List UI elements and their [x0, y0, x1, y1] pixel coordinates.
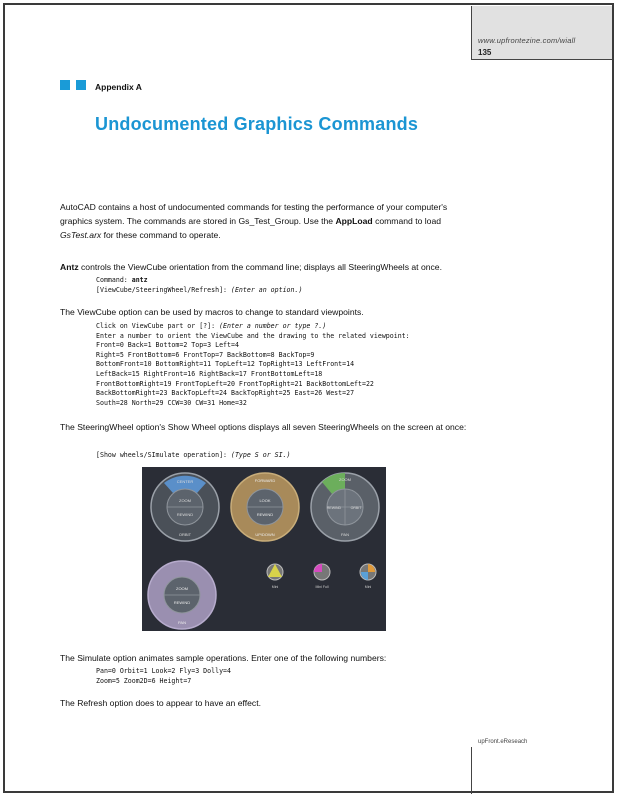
wheel1-low-label: REWIND [176, 512, 194, 517]
page-title: Undocumented Graphics Commands [95, 114, 419, 134]
appload-command: AppLoad [335, 216, 373, 226]
arx-filename: GsTest.arx [60, 230, 102, 240]
full-navigation-wheel-2 [231, 473, 299, 541]
steeringwheel-paragraph: The SteeringWheel option's Show Wheel options displays all seven SteeringWheels on the screen at once: [60, 422, 467, 432]
wheel1-bot-label: ORBIT [178, 532, 192, 537]
wheel4-bot-label: PAN [178, 620, 186, 625]
footer-text: upFront.eReseach [478, 739, 528, 745]
wheel1-mid-label: ZOOM [179, 498, 191, 503]
mini-wheel-3 [360, 564, 376, 589]
wheel4-mid-label: ZOOM [176, 586, 188, 591]
section-marker-square [76, 80, 86, 90]
header-box [471, 6, 612, 60]
mini-wheel-3-label: Mini [364, 585, 372, 589]
header-url: www.upfrontezine.com/wiall [478, 36, 576, 45]
antz-command-name: Antz [60, 262, 79, 272]
antz-paragraph: Antz controls the ViewCube orientation from the command line; displays all SteeringWheels at once. [60, 262, 442, 272]
mini-wheel-1 [267, 564, 283, 589]
wheel1-top-label: CENTER [176, 479, 194, 484]
steeringwheel-code: [Show wheels/SImulate operation]: (Type S or SI.) [96, 451, 291, 459]
full-navigation-wheel-4 [148, 561, 216, 629]
steeringwheels-illustration [142, 467, 386, 631]
full-navigation-wheel-1 [151, 473, 219, 541]
section-label: Appendix A [95, 82, 142, 92]
viewcube-code: Click on ViewCube part or [?]: (Enter a number or type ?.) Enter a number to orient the ViewCube and the drawing to the related viewpoint: Front=0 Back=1 Bottom=2 Top=3 Left=4 Right=5 FrontBottom=6 FrontTop=7 BackBottom=8 BackTop=9 BottomFront=10 BottomRight=11 TopLeft=12 TopRight=13 LeftFront=14 LeftBack=15 RightFront=16 RightBack=17 FrontBottomLeft=18 FrontBottomRight=19 FrontTopLeft=20 FrontTopRight=21 BackBottomLeft=22 BackBottomRight=23 BackTopLeft=24 BackTopRight=25 East=26 West=27 South=28 North=29 CCW=30 CW=31 Home=32 [96, 322, 410, 407]
steeringwheels-figure [142, 467, 386, 631]
antz-code: Command: antz [ViewCube/SteeringWheel/Refresh]: (Enter an option.) [96, 276, 303, 294]
simulate-paragraph: The Simulate option animates sample operations. Enter one of the following numbers: [60, 653, 387, 663]
wheel3-right-label: ORBIT [350, 506, 362, 510]
mini-wheel-2-label: Mini Full [315, 585, 329, 589]
page-number: 135 [478, 48, 492, 57]
section-marker-square [60, 80, 70, 90]
simulate-code: Pan=0 Orbit=1 Look=2 Fly=3 Dolly=4 Zoom=5 Zoom2D=6 Height=7 [96, 667, 231, 685]
footer-divider [471, 747, 472, 794]
viewcube-paragraph: The ViewCube option can be used by macros to change to standard viewpoints. [60, 307, 364, 317]
wheel2-low-label: REWIND [256, 512, 274, 517]
wheel3-bot-label: PAN [341, 532, 349, 537]
wheel2-mid-label: LOOK [259, 498, 271, 503]
wheel2-bot-label: UP/DOWN [255, 532, 275, 537]
full-navigation-wheel-3 [311, 473, 379, 541]
mini-wheel-2 [314, 564, 330, 589]
mini-wheel-1-label: Mini [271, 585, 279, 589]
intro-paragraph: AutoCAD contains a host of undocumented commands for testing the performance of your computer's graphics system. The commands are stored in Gs_Test_Group. Use the AppLoad command to load GsTest.arx for these command to operate. [60, 202, 448, 240]
wheel4-low-label: REWIND [173, 600, 191, 605]
refresh-paragraph: The Refresh option does to appear to have an effect. [60, 698, 261, 708]
wheel3-left-label: REWIND [326, 506, 342, 510]
wheel3-top-label: ZOOM [339, 477, 351, 482]
wheel2-top-label: FORWARD [254, 478, 276, 483]
